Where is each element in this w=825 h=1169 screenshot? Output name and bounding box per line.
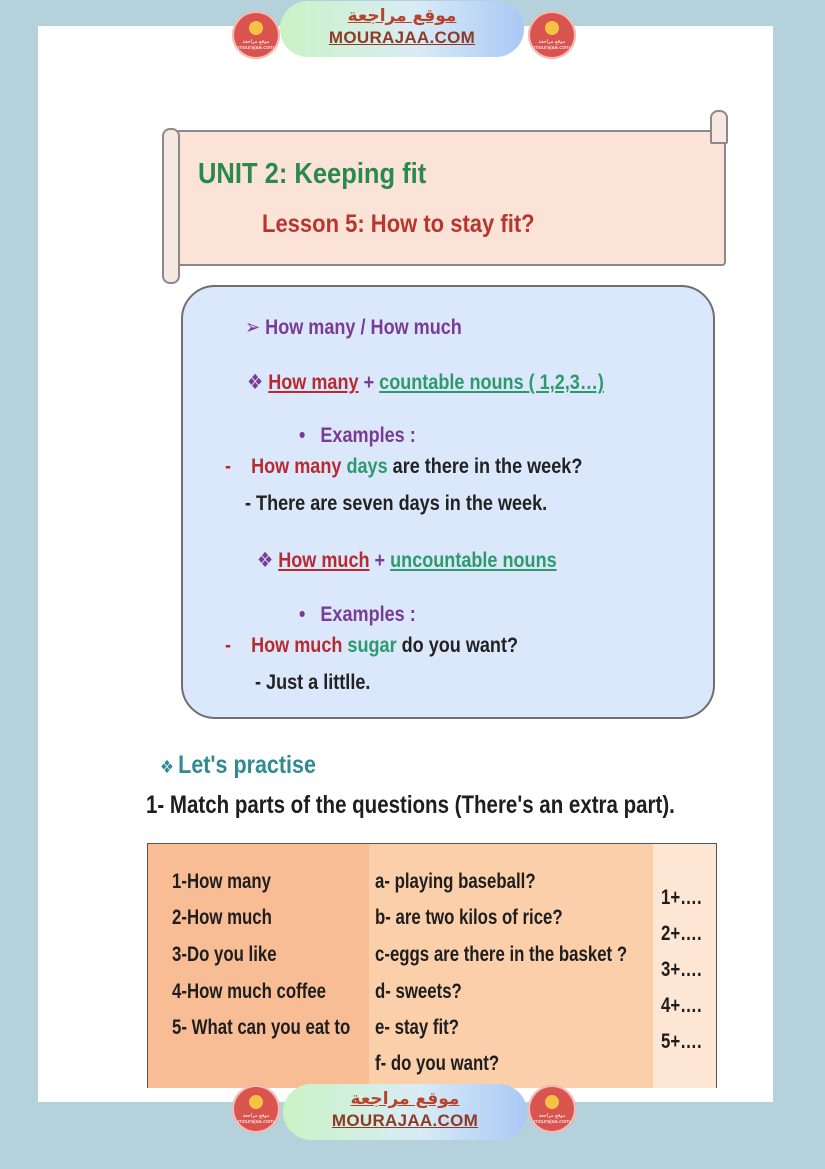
ex2-rest: do you want? (401, 634, 519, 657)
answer-column (653, 844, 716, 1088)
left-item: 1-How many (172, 870, 271, 893)
dot-bullet-icon: • (299, 424, 321, 447)
example1-answer: - There are seven days in the week. (245, 492, 548, 515)
watermark-site: MOURAJAA.COM (331, 1111, 479, 1130)
examples-label-1 (299, 424, 416, 448)
answer-slot[interactable]: 4+…. (661, 994, 702, 1017)
watermark-banner-top[interactable] (280, 1, 524, 57)
scroll-roll-right (710, 110, 728, 144)
left-item: 2-How much (172, 906, 272, 929)
unit-title: UNIT 2: Keeping fit (198, 158, 427, 190)
watermark-arabic: موقع مراجعة (350, 1089, 460, 1109)
right-item: a- playing baseball? (375, 870, 536, 893)
site-logo-icon: موقع مراجعة mourajaa.com (528, 1085, 576, 1133)
lesson-title: Lesson 5: How to stay fit? (262, 210, 535, 238)
left-item: 5- What can you eat to (172, 1016, 351, 1039)
watermark-banner-bottom[interactable] (283, 1084, 527, 1140)
right-item: c-eggs are there in the basket ? (375, 943, 628, 966)
watermark-arabic: موقع مراجعة (347, 6, 457, 26)
right-item: d- sweets? (375, 980, 462, 1003)
rule2-how-much: How much (278, 549, 370, 572)
grammar-heading-text: How many / How much (265, 316, 462, 339)
right-item: f- do you want? (375, 1052, 500, 1075)
watermark-site: MOURAJAA.COM (328, 28, 476, 47)
grammar-box (181, 285, 715, 719)
right-item: e- stay fit? (375, 1016, 460, 1039)
diamond-bullet-icon: ❖ (247, 371, 269, 394)
rule-how-many (247, 370, 604, 395)
answer-slot[interactable]: 2+…. (661, 922, 702, 945)
example1-question (225, 455, 582, 479)
left-item: 4-How much coffee (172, 980, 327, 1003)
diamond-bullet-icon: ❖ (257, 549, 279, 572)
right-column (369, 844, 653, 1088)
ex1-noun: days (346, 455, 388, 478)
dash: - (225, 455, 232, 478)
rule2-uncountable: uncountable nouns (390, 549, 557, 572)
lesson-header-scroll (166, 130, 726, 266)
example2-question (225, 634, 518, 658)
matching-table (147, 843, 717, 1088)
answer-slot[interactable]: 5+…. (661, 1030, 702, 1053)
grammar-heading (245, 315, 462, 340)
left-item: 3-Do you like (172, 943, 277, 966)
dot-bullet-icon: • (299, 603, 321, 626)
dash: - (225, 634, 232, 657)
site-logo-icon: موقع مراجعة mourajaa.com (528, 11, 576, 59)
site-logo-icon: موقع مراجعة mourajaa.com (232, 1085, 280, 1133)
answer-slot[interactable]: 1+…. (661, 886, 702, 909)
left-column (148, 844, 370, 1088)
ex1-rest: are there in the week? (392, 455, 583, 478)
ex1-how-many: How many (251, 455, 342, 478)
ex2-how-much: How much (251, 634, 343, 657)
task-instruction: 1- Match parts of the questions (There's an extra part). (146, 791, 675, 819)
examples-label-text: Examples : (320, 603, 416, 626)
diamond-bullet-icon: ❖ (160, 757, 179, 777)
arrow-bullet-icon: ➢ (245, 316, 266, 339)
ex2-noun: sugar (347, 634, 397, 657)
right-item: b- are two kilos of rice? (375, 906, 563, 929)
examples-label-2 (299, 603, 416, 627)
rule-how-much (257, 548, 557, 573)
rule2-plus: + (374, 549, 386, 572)
answer-slot[interactable]: 3+…. (661, 958, 702, 981)
site-logo-icon: موقع مراجعة mourajaa.com (232, 11, 280, 59)
rule1-plus: + (363, 371, 375, 394)
practise-title-text: Let's practise (178, 751, 316, 779)
example2-answer: - Just a littlle. (255, 671, 371, 694)
rule1-countable: countable nouns ( 1,2,3…) (379, 371, 604, 394)
scroll-roll-left (162, 128, 180, 284)
rule1-how-many: How many (268, 371, 359, 394)
examples-label-text: Examples : (320, 424, 416, 447)
practise-title (160, 751, 316, 780)
